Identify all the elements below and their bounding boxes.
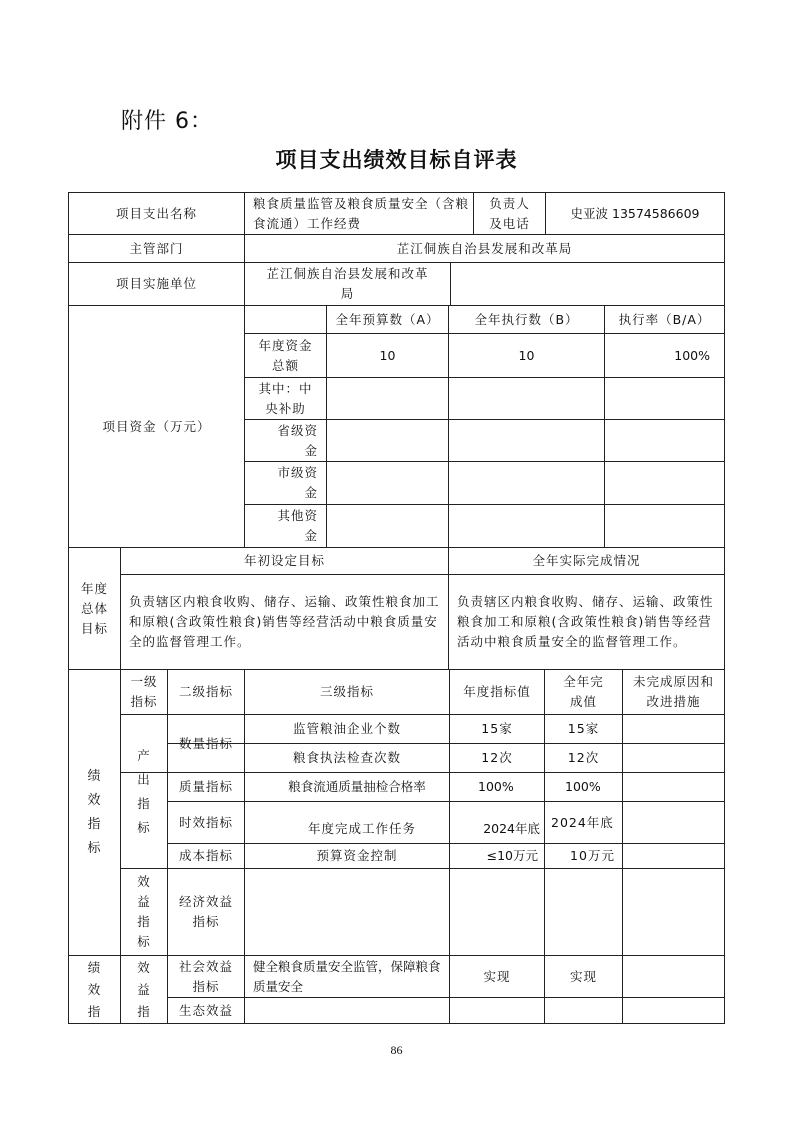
funds-col-budget: 全年预算数（A） <box>335 311 440 327</box>
time-indicator-label: 时效指标 <box>178 814 233 830</box>
indicators-h-level2: 二级指标 <box>178 684 233 699</box>
social-indicator-done: 实现 <box>569 968 597 984</box>
funds-row-budget: 10 <box>379 347 396 363</box>
funds-row-name: 其他资金 <box>277 508 318 543</box>
indicator-target: 100% <box>478 779 514 794</box>
annual-actual-text: 负责辖区内粮食收购、储存、运输、政策性粮食加工和原粮(含政策性粮食)销售等经营活动中粮食质量安全的监督管理工作。 <box>457 594 714 649</box>
funds-row-name: 年度资金总额 <box>258 337 313 373</box>
indicator-l3: 监管粮油企业个数 <box>292 721 401 736</box>
output-indicators-label: 产出指标 <box>137 747 151 835</box>
indicator-l3: 粮食流通质量抽检合格率 <box>288 779 426 794</box>
social-indicator-l3: 健全粮食质量安全监管，保障粮食质量安全 <box>253 958 441 994</box>
funds-row-name: 市级资金 <box>277 465 318 500</box>
quantity-indicator-label: 数量指标 <box>178 735 233 751</box>
benefit-indicators-label: 效益指标 <box>137 874 151 949</box>
indicator-l3: 粮食执法检查次数 <box>292 750 401 765</box>
contact-label: 负责人及电话 <box>489 195 530 231</box>
contact-value: 史亚波 13574586609 <box>570 205 700 221</box>
annual-col-actual: 全年实际完成情况 <box>532 553 641 568</box>
funds-label: 项目资金（万元） <box>102 418 211 434</box>
indicators-h-level3: 三级指标 <box>319 684 374 699</box>
project-name-label: 项目支出名称 <box>115 205 197 221</box>
funds-row-name: 省级资金 <box>277 422 318 458</box>
social-indicator-target: 实现 <box>483 968 511 984</box>
econ-indicator-label: 经济效益指标 <box>178 894 233 929</box>
indicator-target: 12次 <box>481 750 513 765</box>
indicator-done: 15家 <box>567 721 600 736</box>
indicator-done: 2024年底 <box>551 814 614 830</box>
eco-indicator-label: 生态效益 <box>178 1002 233 1018</box>
funds-row-exec: 10 <box>518 347 535 363</box>
dept-label: 主管部门 <box>129 240 184 256</box>
indicator-target: 2024年底 <box>483 821 540 836</box>
page-title: 项目支出绩效目标自评表 <box>275 148 518 172</box>
funds-row-rate: 100% <box>674 347 710 363</box>
social-indicator-label: 社会效益指标 <box>178 958 233 994</box>
page-number: 86 <box>390 1043 403 1057</box>
annual-col-target: 年初设定目标 <box>243 553 325 568</box>
indicator-l3: 预算资金控制 <box>316 848 398 863</box>
funds-col-rate: 执行率（B/A） <box>618 311 711 327</box>
indicator-target: ≤10万元 <box>486 848 538 863</box>
annual-label: 年度总体目标 <box>80 580 108 636</box>
indicator-done: 12次 <box>567 750 600 765</box>
indicators-h-target: 年度指标值 <box>463 684 531 699</box>
indicators-h-reason: 未完成原因和改进措施 <box>632 674 714 709</box>
indicator-done: 10万元 <box>570 848 615 863</box>
funds-col-exec: 全年执行数（B） <box>474 311 579 327</box>
indicator-done: 100% <box>565 779 601 794</box>
unit-value: 芷江侗族自治县发展和改革局 <box>266 266 429 301</box>
dept-value: 芷江侗族自治县发展和改革局 <box>396 240 573 256</box>
indicators2-label: 绩效指 <box>87 959 102 1019</box>
funds-row-name: 其中：中央补助 <box>258 380 313 416</box>
indicator-target: 15家 <box>481 721 513 736</box>
indicators-label: 绩效指标 <box>87 768 102 856</box>
quality-indicator-label: 质量指标 <box>178 779 233 794</box>
unit-label: 项目实施单位 <box>115 276 197 291</box>
benefit2-label: 效益指 <box>137 959 151 1019</box>
project-name-value: 粮食质量监管及粮食质量安全（含粮食流通）工作经费 <box>253 195 470 231</box>
attachment-label: 附件 6： <box>121 109 213 134</box>
annual-target-text: 负责辖区内粮食收购、储存、运输、政策性粮食加工和原粮(含政策性粮食)销售等经营活动中粮食质量安全的监督管理工作。 <box>129 594 440 649</box>
indicators-h-done: 全年完成值 <box>563 674 604 709</box>
indicators-h-level1: 一级指标 <box>130 674 158 709</box>
indicator-l3: 年度完成工作任务 <box>307 821 416 836</box>
cost-indicator-label: 成本指标 <box>178 848 233 863</box>
